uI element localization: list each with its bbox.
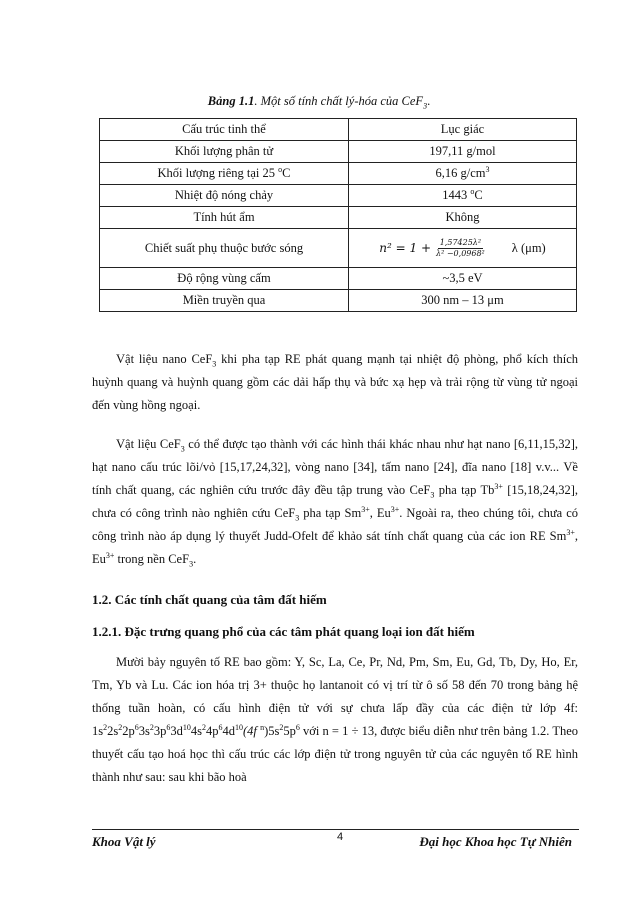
page-number: 4 [337, 831, 344, 843]
row-name-sup: o [278, 164, 283, 174]
caption-text: . Một số tính chất lý-hóa của CeF [254, 94, 424, 108]
row-value-text: 1443 [442, 188, 471, 202]
row-name-text: Khối lượng riêng tại 25 [157, 166, 279, 180]
table-row [100, 229, 577, 268]
row-name: Cấu trúc tinh thể [100, 119, 349, 141]
subsection-heading: 1.2.1. Đặc trưng quang phổ của các tâm phát quang loại ion đất hiếm [92, 624, 475, 639]
row-value: 300 nm – 13 μm [349, 290, 577, 312]
row-name: Chiết suất phụ thuộc bước sóng [100, 229, 349, 268]
row-name: Khối lượng phân tử [100, 141, 349, 163]
footer-faculty: Khoa Vật lý [92, 834, 156, 849]
formula-unit: λ (μm) [511, 240, 546, 255]
sellmeier-formula [379, 238, 545, 259]
table-row [100, 163, 577, 185]
paragraph-3: Mười bảy nguyên tố RE bao gồm: Y, Sc, La, Ce, Pr, Nd, Pm, Sm, Eu, Gd, Tb, Dy, Ho, Er, Tm, Yb và Lu. Các ion hóa trị 3+ thuộc họ lantanoit có vị trí từ ô số 58 đến 70 trong bảng hệ thống tuần hoàn, có cấu hình điện tử với sự chưa lấp đầy của các điện tử lớp 4f: $1s^22s^22p^63s^23p^63d^{10}4s^24p^64d^{10}(4f$ $^n)5s^25p^6$ với n = 1 ÷ 13, được biểu diễn như trên bảng 1.2. Theo thuyết cấu tạo hoá học thì cấu trúc các lớp điện tử trong nguyên tử của các nguyên tố RE hình thành như sau: sau khi bão hoà [92, 655, 578, 784]
formula-numerator: 1,57425λ² [439, 237, 482, 247]
caption-label: Bảng 1.1 [207, 94, 255, 108]
row-value-sup: o [470, 186, 475, 196]
row-value [349, 229, 577, 268]
table-row [100, 268, 577, 290]
formula-lhs: n² = 1 + [379, 241, 432, 255]
table-row [100, 119, 577, 141]
row-value: ~3,5 eV [349, 268, 577, 290]
paragraph-2: Vật liệu CeF$_3$ có thể được tạo thành với các hình thái khác nhau như hạt nano [6,11,15,32], hạt nano cấu trúc lõi/vỏ [15,17,24,32], vòng nano [34], tấm nano [24], đĩa nano [18] v.v... Về tính chất quang, các nghiên cứu trước đây đều tập trung vào CeF$_3$ pha tạp $Tb^{3+}$ [15,18,24,32], chưa có công trình nào nghiên cứu CeF$_3$ pha tạp $Sm^{3+}$, $Eu^{3+}$. Ngoài ra, theo chúng tôi, chưa có công trình nào áp dụng lý thuyết Judd-Ofelt để khảo sát tính chất quang của các ion RE $Sm^{3+}$, $Eu^{3+}$ trong nền CeF$_3$. [92, 437, 579, 569]
row-value: 197,11 g/mol [349, 141, 577, 163]
row-name: Độ rộng vùng cấm [100, 268, 349, 290]
footer-rule [92, 829, 579, 830]
footer-university: Đại học Khoa học Tự Nhiên [419, 834, 572, 849]
row-value-text: 6,16 g/cm [435, 166, 486, 180]
caption-sub: 3 [423, 101, 428, 111]
row-value [349, 185, 577, 207]
row-value-tail: C [474, 188, 483, 202]
properties-table [99, 118, 577, 312]
row-name-tail: C [282, 166, 291, 180]
paragraph-1: Vật liệu nano CeF$_3$ khi pha tạp RE phát quang mạnh tại nhiệt độ phòng, phổ kích thích huỳnh quang và huỳnh quang gồm các dải hấp thụ và bức xạ hẹp và trải rộng từ vùng tử ngoại đến vùng hồng ngoại. [92, 352, 578, 412]
row-value [349, 163, 577, 185]
row-name: Tính hút ẩm [100, 207, 349, 229]
row-value: Không [349, 207, 577, 229]
table-row [100, 290, 577, 312]
formula-denominator: λ² −0,0968² [436, 248, 485, 258]
caption-end: . [427, 94, 431, 108]
formula-fraction [436, 238, 485, 259]
table-caption [0, 94, 638, 109]
table-row [100, 141, 577, 163]
row-value-sup: 3 [485, 164, 490, 174]
table-row [100, 207, 577, 229]
row-value: Lục giác [349, 119, 577, 141]
table-row [100, 185, 577, 207]
row-name: Nhiệt độ nóng chảy [100, 185, 349, 207]
row-name: Miền truyền qua [100, 290, 349, 312]
section-heading: 1.2. Các tính chất quang của tâm đất hiếm [92, 592, 327, 607]
row-name [100, 163, 349, 185]
